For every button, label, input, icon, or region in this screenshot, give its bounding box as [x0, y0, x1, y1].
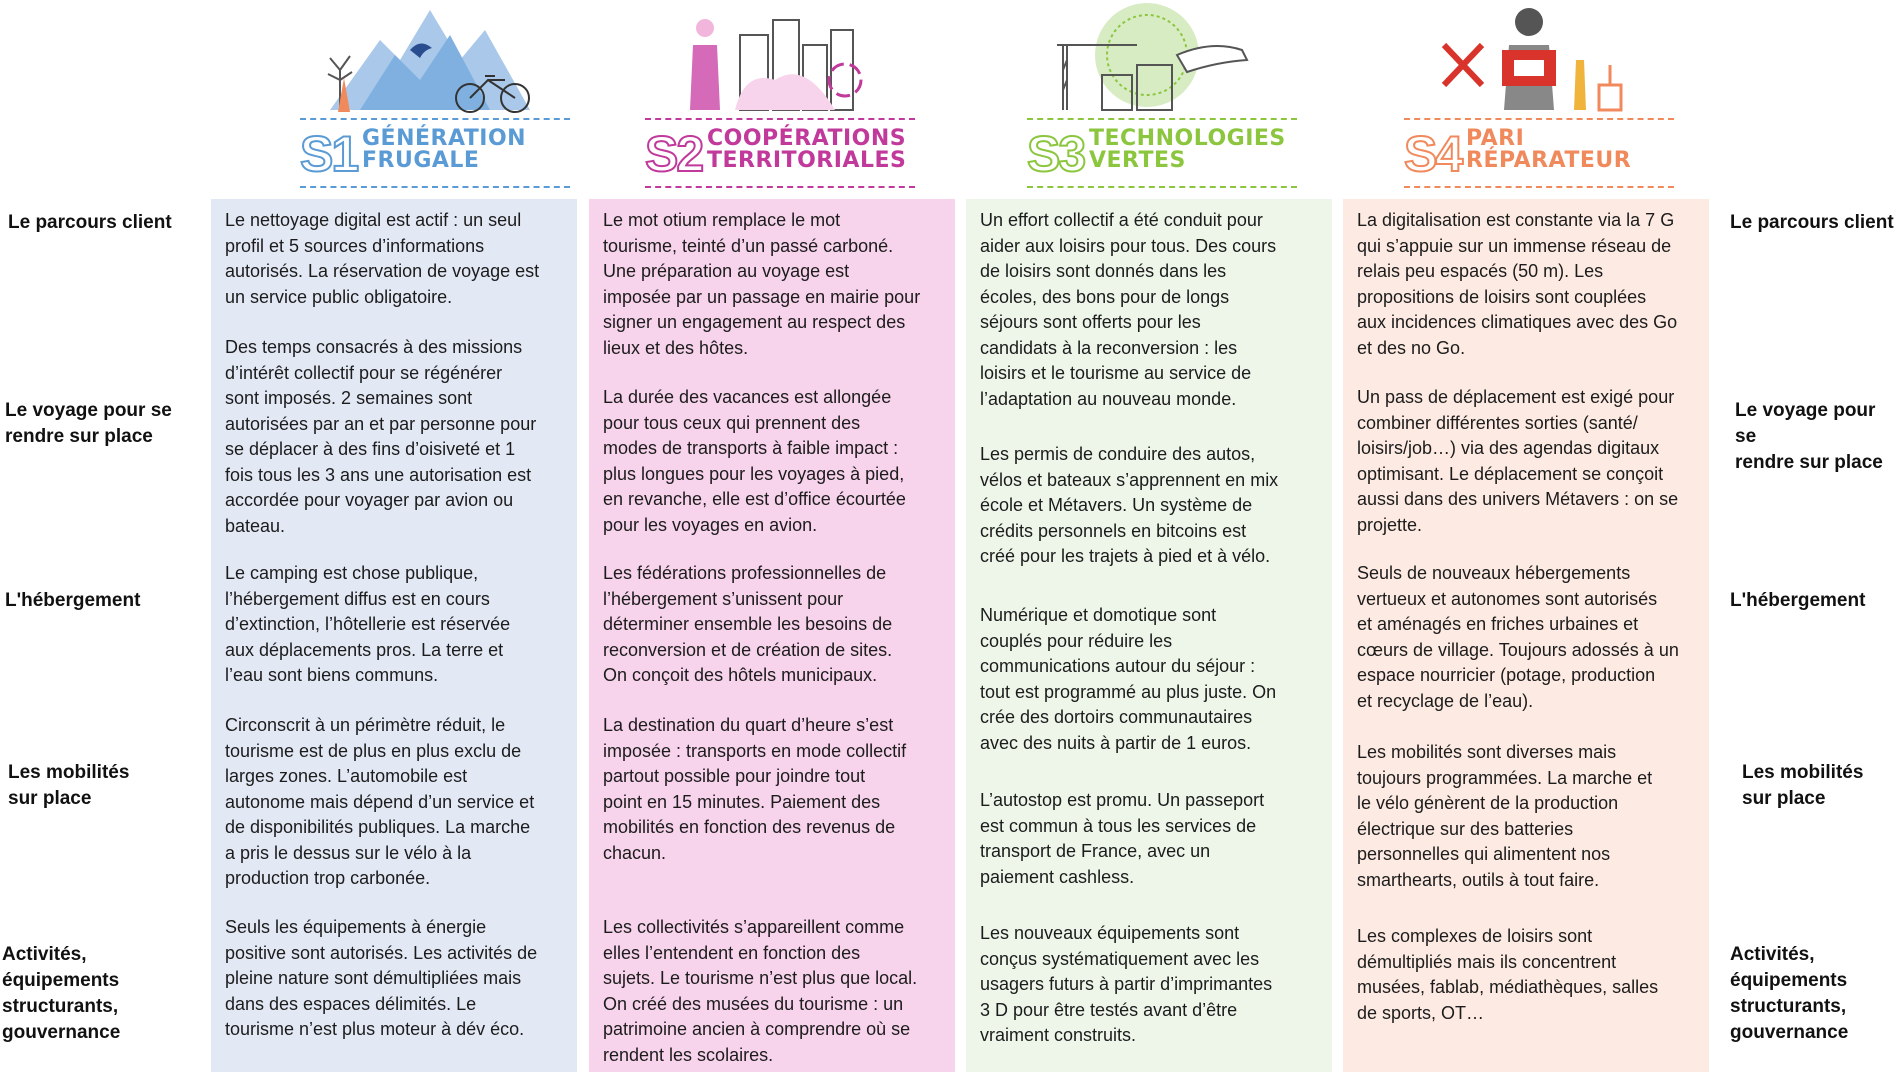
scenario-title-line: TECHNOLOGIES	[1089, 126, 1286, 151]
paragraph-parcours	[1357, 208, 1697, 361]
text-line: Les collectivités s’appareillent comme	[603, 917, 905, 937]
badge-divider	[300, 118, 570, 120]
text-line: d’intérêt collectif pour se régénérer	[225, 362, 503, 383]
text-line: de disponibilités publiques. La marche	[225, 817, 531, 837]
scenario-title	[1089, 128, 1286, 172]
row-label-activites	[2, 942, 120, 1046]
text-line: Le nettoyage digital est actif : un seul	[225, 210, 522, 230]
person-buildings-illustration	[645, 0, 915, 118]
scenario-title	[362, 128, 526, 172]
text-line: patrimoine ancien à comprendre où se	[603, 1019, 911, 1039]
text-line: La durée des vacances est allongée	[603, 387, 892, 407]
text-line: tourisme n’est plus moteur à dév éco.	[225, 1019, 525, 1039]
text-line: optimisant. Le déplacement se conçoit	[1357, 463, 1664, 484]
text-line: conçus systématiquement avec les	[980, 948, 1260, 969]
text-line: Un pass de déplacement est exigé pour	[1357, 387, 1675, 407]
text-line: Circonscrit à un périmètre réduit, le	[225, 715, 506, 735]
text-line: sont imposés. 2 semaines sont	[225, 388, 473, 408]
text-line: toujours programmées. La marche et	[1357, 767, 1653, 788]
row-label-line: gouvernance	[1730, 1022, 1849, 1043]
paragraph-voyage	[980, 442, 1320, 570]
text-line: Un effort collectif a été conduit pour	[980, 210, 1263, 230]
text-line: communications autour du séjour :	[980, 656, 1256, 676]
row-label-line: Le voyage pour se	[1735, 400, 1876, 447]
paragraph-mobilites	[1357, 740, 1697, 893]
text-line: autorisés. La réservation de voyage est	[225, 261, 540, 281]
paragraph-voyage	[603, 385, 943, 538]
badge-divider	[1027, 186, 1297, 188]
text-line: projette.	[1357, 514, 1423, 535]
text-line: pleine nature sont démultipliées mais	[225, 968, 522, 988]
paragraph-mobilites	[225, 713, 565, 892]
text-line: tourisme est de plus en plus exclu de	[225, 740, 522, 761]
scenario-header-s4	[1404, 0, 1674, 190]
text-line: L’autostop est promu. Un passeport	[980, 790, 1265, 810]
scenario-header-s3	[1027, 0, 1297, 190]
text-line: fois tous les 3 ans une autorisation est	[225, 464, 532, 485]
text-line: et des no Go.	[1357, 337, 1466, 358]
text-line: se déplacer à des fins d’oisiveté et 1	[225, 439, 516, 459]
row-label-line: Le voyage pour se	[5, 400, 172, 421]
text-line: Seuls les équipements à énergie	[225, 917, 487, 937]
text-line: Une préparation au voyage est	[603, 261, 850, 281]
text-line: aux incidences climatiques avec des Go	[1357, 312, 1678, 332]
row-label-activites-right	[1730, 942, 1848, 1046]
text-line: personnelles qui alimentent nos	[1357, 844, 1611, 864]
text-line: chacun.	[603, 842, 667, 863]
scenario-title	[707, 128, 906, 172]
text-line: point en 15 minutes. Paiement des	[603, 791, 881, 812]
row-label-line: structurants,	[1730, 996, 1847, 1017]
paragraph-activites	[603, 915, 943, 1068]
text-line: plus longues pour les voyages à pied,	[603, 463, 905, 484]
text-line: vélos et bateaux s’apprennent en mix	[980, 469, 1279, 490]
paragraph-hebergement	[1357, 561, 1697, 714]
paragraph-parcours	[603, 208, 943, 361]
badge-divider	[1404, 186, 1674, 188]
text-line: transport de France, avec un	[980, 841, 1211, 861]
scenario-title-line: VERTES	[1089, 148, 1186, 173]
paragraph-hebergement	[603, 561, 943, 689]
text-line: bateau.	[225, 515, 286, 536]
row-label-line: structurants,	[2, 996, 119, 1017]
scenario-title-line: RÉPARATEUR	[1466, 148, 1632, 173]
scenario-panel-s4	[1343, 199, 1709, 1072]
text-line: Des temps consacrés à des missions	[225, 337, 523, 357]
text-line: créé pour les trajets à pied et à vélo.	[980, 546, 1271, 566]
row-label-line: équipements	[1730, 970, 1848, 991]
badge-divider	[1404, 118, 1674, 120]
scenario-title-line: FRUGALE	[362, 148, 480, 173]
paragraph-activites	[225, 915, 565, 1043]
text-line: Le mot otium remplace le mot	[603, 210, 841, 230]
text-line: vraiment construits.	[980, 1025, 1137, 1045]
scenario-badge-s4	[1404, 118, 1674, 188]
text-line: partout possible pour joindre tout	[603, 766, 866, 786]
text-line: autorisées par an et par personne pour	[225, 413, 537, 434]
text-line: usagers futurs à partir d’imprimantes	[980, 974, 1273, 994]
text-line: est commun à tous les services de	[980, 815, 1257, 836]
text-line: aussi dans des univers Métavers : on se	[1357, 489, 1679, 509]
text-line: smarthearts, outils à tout faire.	[1357, 869, 1600, 890]
scenario-title-line: TERRITORIALES	[707, 148, 907, 173]
text-line: Les complexes de loisirs sont	[1357, 926, 1593, 946]
text-line: La destination du quart d’heure s’est	[603, 715, 894, 735]
scenario-badge-s1	[300, 118, 570, 188]
paragraph-parcours	[225, 208, 565, 310]
text-line: lieux et des hôtes.	[603, 337, 749, 358]
text-line: signer un engagement au respect des	[603, 312, 906, 332]
text-line: relais peu espacés (50 m). Les	[1357, 261, 1604, 281]
text-line: Les mobilités sont diverses mais	[1357, 742, 1617, 762]
text-line: On créé des musées du tourisme : un	[603, 993, 904, 1014]
row-label-hebergement: L'hébergement	[5, 590, 141, 611]
text-line: aider aux loisirs pour tous. Des cours	[980, 235, 1277, 256]
paragraph-voyage	[225, 335, 565, 539]
scenario-code: S4	[1404, 126, 1462, 182]
text-line: Les nouveaux équipements sont	[980, 923, 1240, 943]
text-line: paiement cashless.	[980, 866, 1135, 887]
text-line: l’eau sont biens communs.	[225, 665, 439, 685]
text-line: autonome mais dépend d’un service et	[225, 791, 535, 812]
scenario-badge-s3	[1027, 118, 1297, 188]
row-label-line: gouvernance	[2, 1022, 121, 1043]
paragraph-hebergement	[225, 561, 565, 689]
text-line: cœurs de village. Toujours adossés à un	[1357, 639, 1679, 660]
text-line: On conçoit des hôtels municipaux.	[603, 665, 878, 685]
text-line: 3 D pour être testés avant d’être	[980, 999, 1238, 1020]
text-line: espace nourricier (potage, production	[1357, 665, 1656, 685]
text-line: modes de transports à faible impact :	[603, 438, 899, 458]
scenario-title-line: PARI	[1466, 126, 1525, 151]
badge-divider	[300, 186, 570, 188]
text-line: démultipliés mais ils concentrent	[1357, 951, 1617, 972]
text-line: rendent les scolaires.	[603, 1044, 774, 1065]
text-line: avec des nuits à partir de 1 euros.	[980, 732, 1252, 753]
text-line: Numérique et domotique sont	[980, 605, 1217, 625]
text-line: propositions de loisirs sont couplées	[1357, 286, 1647, 307]
text-line: d’extinction, l’hôtellerie est réservée	[225, 614, 511, 634]
text-line: aux déplacements pros. La terre et	[225, 639, 504, 660]
person-laptop-illustration	[1404, 0, 1674, 118]
text-line: crée des dortoirs communautaires	[980, 707, 1253, 727]
text-line: Le camping est chose publique,	[225, 563, 479, 583]
scenario-panel-s1	[211, 199, 577, 1072]
scenario-header-s1	[300, 0, 570, 190]
scenario-title-line: COOPÉRATIONS	[707, 126, 907, 151]
badge-divider	[1027, 118, 1297, 120]
text-line: sujets. Le tourisme n’est plus que local.	[603, 968, 918, 988]
paragraph-voyage	[1357, 385, 1697, 538]
text-line: combiner différentes sorties (santé/	[1357, 412, 1638, 433]
text-line: électrique sur des batteries	[1357, 818, 1574, 839]
text-line: l’adaptation au nouveau monde.	[980, 388, 1237, 409]
text-line: loisirs/job…) via des agendas digitaux	[1357, 438, 1660, 458]
text-line: imposée : transports en mode collectif	[603, 740, 907, 761]
text-line: écoles, des bons pour de longs	[980, 286, 1230, 307]
text-line: tout est programmé au plus juste. On	[980, 681, 1277, 702]
text-line: reconversion et de création de sites.	[603, 639, 893, 660]
scenario-panel-s2	[589, 199, 955, 1072]
text-line: pour les voyages en avion.	[603, 514, 818, 535]
text-line: Seuls de nouveaux hébergements	[1357, 563, 1631, 583]
scenario-title-line: GÉNÉRATION	[362, 126, 527, 151]
crane-city-illustration	[1027, 0, 1297, 118]
text-line: séjours sont offerts pour les	[980, 312, 1201, 332]
scenario-code: S1	[300, 126, 358, 182]
text-line: elles l’entendent en fonction des	[603, 942, 861, 963]
scenario-code: S2	[645, 126, 703, 182]
paragraph-mobilites	[603, 713, 943, 866]
text-line: mobilités en fonction des revenus de	[603, 817, 896, 837]
text-line: larges zones. L’automobile est	[225, 766, 468, 786]
text-line: l’hébergement diffus est en cours	[225, 588, 490, 609]
text-line: imposée par un passage en mairie pour	[603, 286, 921, 307]
row-label-line: rendre sur place	[5, 426, 153, 447]
paragraph-activites	[1357, 924, 1697, 1026]
text-line: profil et 5 sources d’informations	[225, 235, 485, 256]
text-line: et recyclage de l’eau).	[1357, 690, 1534, 711]
text-line: Les fédérations professionnelles de	[603, 563, 887, 583]
scenario-badge-s2	[645, 118, 915, 188]
text-line: tourisme, teinté d’un passé carboné.	[603, 235, 894, 256]
row-label-line: rendre sur place	[1735, 452, 1883, 473]
text-line: La digitalisation est constante via la 7 G	[1357, 210, 1675, 230]
paragraph-mobilites	[980, 788, 1320, 890]
text-line: école et Métavers. Un système de	[980, 495, 1253, 515]
text-line: vertueux et autonomes sont autorisés	[1357, 588, 1658, 609]
row-label-line: sur place	[1742, 788, 1826, 809]
row-label-line: Les mobilités	[8, 762, 130, 783]
row-label-voyage-right	[1735, 398, 1898, 476]
badge-divider	[645, 186, 915, 188]
text-line: pour tous ceux qui prennent des	[603, 412, 861, 433]
row-label-line: Les mobilités	[1742, 762, 1864, 783]
text-line: déterminer ensemble les besoins de	[603, 614, 893, 634]
mountain-bicycle-illustration	[300, 0, 570, 118]
row-label-line: Activités,	[2, 944, 87, 965]
row-label-mobilites-right	[1742, 760, 1863, 812]
text-line: qui s’appuie sur un immense réseau de	[1357, 235, 1672, 256]
row-label-line: Activités,	[1730, 944, 1815, 965]
scenario-title	[1466, 128, 1631, 172]
text-line: l’hébergement s’unissent pour	[603, 588, 844, 609]
text-line: de loisirs sont donnés dans les	[980, 261, 1227, 281]
row-label-mobilites	[8, 760, 129, 812]
text-line: crédits personnels en bitcoins est	[980, 520, 1247, 541]
text-line: loisirs et le tourisme au service de	[980, 363, 1252, 383]
paragraph-hebergement	[980, 603, 1320, 756]
row-label-line: sur place	[8, 788, 92, 809]
text-line: de sports, OT…	[1357, 1002, 1485, 1023]
paragraph-activites	[980, 921, 1320, 1049]
row-label-parcours: Le parcours client	[8, 212, 172, 233]
text-line: et aménagés en friches urbaines et	[1357, 614, 1639, 634]
text-line: musées, fablab, médiathèques, salles	[1357, 977, 1659, 997]
scenario-panel-s3	[966, 199, 1332, 1072]
scenario-header-s2	[645, 0, 915, 190]
row-label-line: équipements	[2, 970, 120, 991]
text-line: a pris le dessus sur le vélo à la	[225, 842, 472, 863]
scenario-code: S3	[1027, 126, 1085, 182]
text-line: Les permis de conduire des autos,	[980, 444, 1256, 464]
text-line: production trop carbonée.	[225, 868, 431, 888]
row-label-voyage	[5, 398, 172, 450]
text-line: le vélo génèrent de la production	[1357, 793, 1619, 813]
paragraph-parcours	[980, 208, 1320, 412]
text-line: positive sont autorisés. Les activités de	[225, 942, 538, 963]
text-line: accordée pour voyager par avion ou	[225, 490, 514, 510]
row-label-parcours-right: Le parcours client	[1730, 212, 1894, 233]
badge-divider	[645, 118, 915, 120]
text-line: en revanche, elle est d’office écourtée	[603, 489, 906, 509]
row-label-hebergement-right: L'hébergement	[1730, 590, 1866, 611]
text-line: candidats à la reconversion : les	[980, 337, 1238, 358]
text-line: un service public obligatoire.	[225, 286, 453, 307]
text-line: dans des espaces délimités. Le	[225, 993, 477, 1014]
text-line: couplés pour réduire les	[980, 630, 1173, 651]
